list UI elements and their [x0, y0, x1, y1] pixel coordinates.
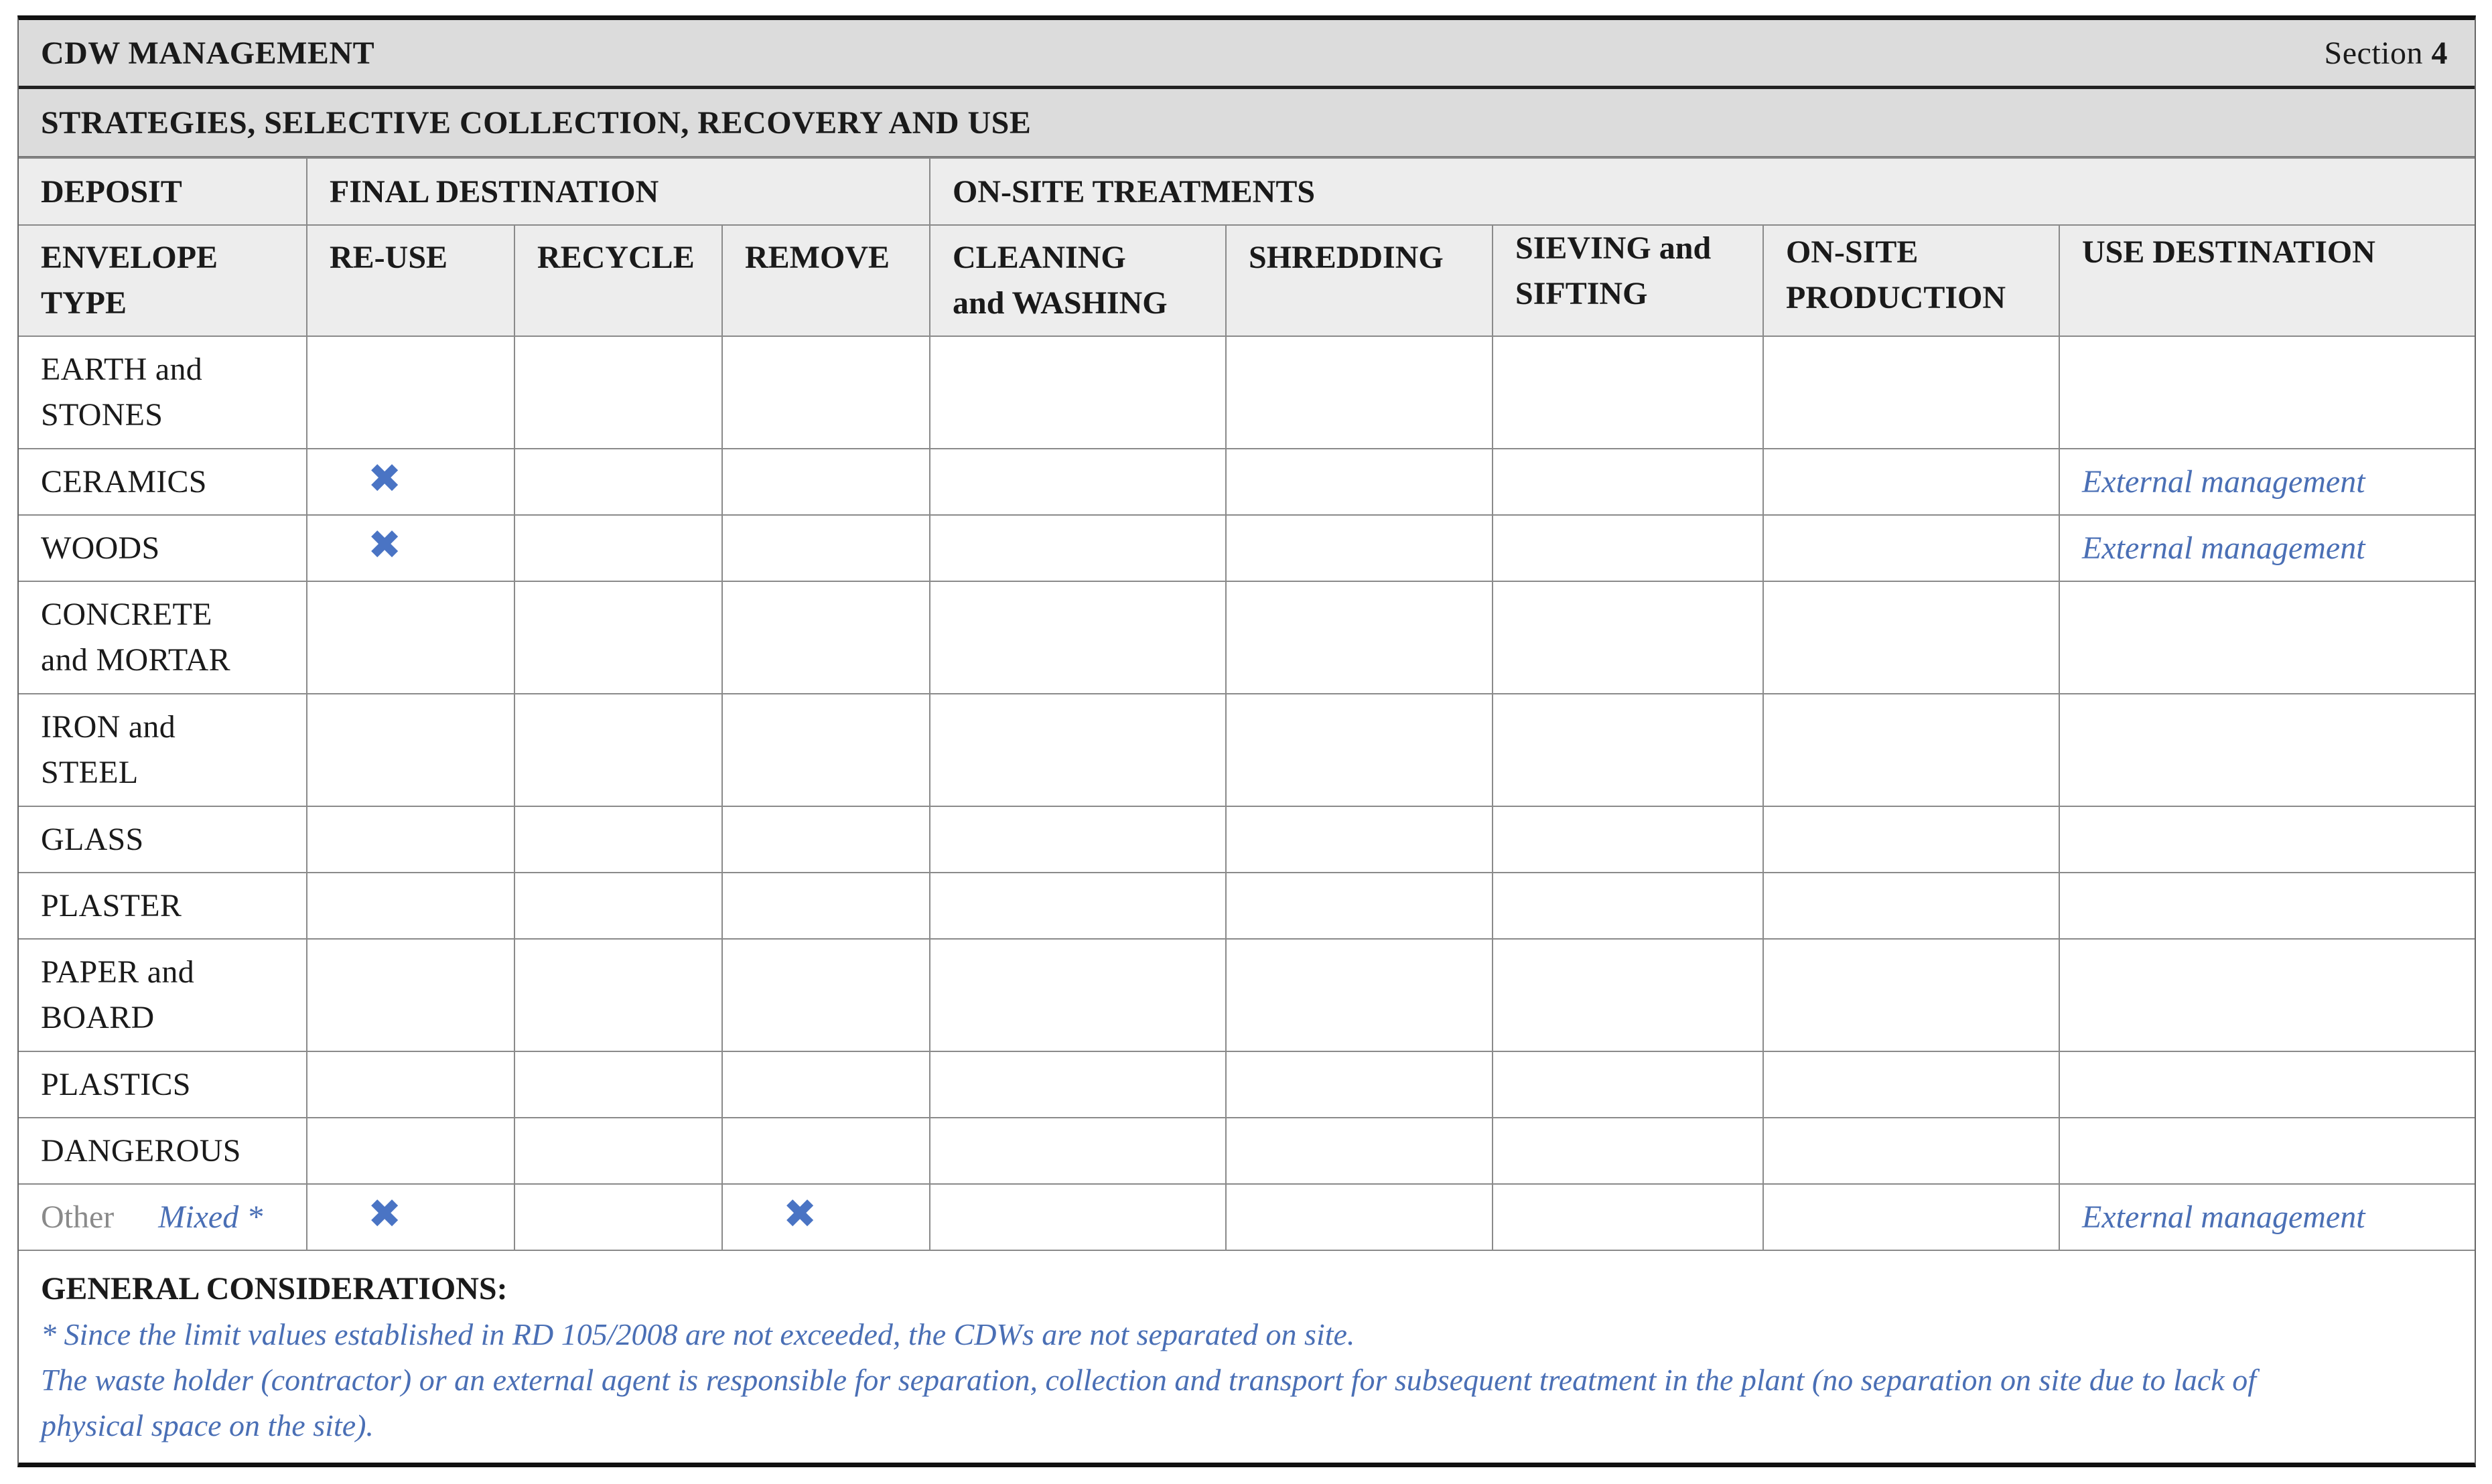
col-header-onsite-production-l2: PRODUCTION [1786, 280, 2006, 315]
general-note-waste-holder-line1: The waste holder (contractor) or an external agent is responsible for separation, collection and transport for subsequent treatment in the plant (no separation on site due to lack of [41, 1363, 2256, 1397]
reuse-cell [307, 515, 514, 581]
sieving-cell [1493, 806, 1763, 873]
group-header-final-destination: FINAL DESTINATION [307, 158, 930, 225]
recycle-cell [514, 1118, 722, 1184]
group-header-deposit: DEPOSIT [19, 158, 307, 225]
table-row [19, 694, 2475, 806]
shredding-cell [1226, 939, 1493, 1051]
envelope-type-label: PLASTER [41, 887, 182, 923]
col-header-shredding: SHREDDING [1226, 225, 1493, 336]
use-destination-cell [2059, 939, 2475, 1051]
envelope-type-cell [19, 873, 307, 939]
general-note-limit-values: * Since the limit values established in RD 105/2008 are not exceeded, the CDWs are not separated on site. [41, 1317, 1355, 1351]
envelope-type-label: PAPER and [41, 954, 194, 990]
use-destination-cell [2059, 515, 2475, 581]
remove-cell [722, 1118, 930, 1184]
recycle-cell [514, 449, 722, 515]
envelope-type-cell [19, 336, 307, 449]
table-row [19, 1051, 2475, 1118]
reuse-cell [307, 581, 514, 694]
other-type-cell [19, 1184, 307, 1250]
use-destination-cell [2059, 1118, 2475, 1184]
remove-cell [722, 939, 930, 1051]
cleaning-cell [930, 939, 1226, 1051]
reuse-cell [307, 449, 514, 515]
shredding-cell [1226, 1184, 1493, 1250]
use-destination-cell [2059, 581, 2475, 694]
use-destination-cell [2059, 806, 2475, 873]
envelope-type-label: CERAMICS [41, 463, 207, 500]
col-header-sieving [1493, 225, 1763, 336]
x-mark-icon: ✖ [368, 1191, 402, 1238]
shredding-cell [1226, 873, 1493, 939]
envelope-type-cell [19, 694, 307, 806]
envelope-type-label: IRON and [41, 709, 176, 745]
shredding-cell [1226, 336, 1493, 449]
recycle-cell [514, 581, 722, 694]
cleaning-cell [930, 581, 1226, 694]
onsite-production-cell [1763, 581, 2059, 694]
col-header-recycle: RECYCLE [514, 225, 722, 336]
recycle-cell [514, 806, 722, 873]
envelope-type-cell [19, 581, 307, 694]
table-row [19, 581, 2475, 694]
sieving-cell [1493, 939, 1763, 1051]
column-header-row [19, 225, 2475, 336]
section-label: Section [2324, 35, 2423, 71]
sieving-cell [1493, 1051, 1763, 1118]
envelope-type-cell [19, 806, 307, 873]
reuse-cell [307, 1051, 514, 1118]
onsite-production-cell [1763, 694, 2059, 806]
sieving-cell [1493, 1184, 1763, 1250]
sieving-cell [1493, 515, 1763, 581]
sieving-cell [1493, 873, 1763, 939]
col-header-use-destination: USE DESTINATION [2059, 225, 2475, 336]
cleaning-cell [930, 1118, 1226, 1184]
envelope-type-label: STEEL [41, 755, 139, 790]
recycle-cell [514, 873, 722, 939]
envelope-type-label: STONES [41, 397, 163, 433]
col-header-envelope-type [19, 225, 307, 336]
shredding-cell [1226, 1051, 1493, 1118]
onsite-production-cell [1763, 1051, 2059, 1118]
reuse-cell [307, 1184, 514, 1250]
col-header-cleaning-l2: and WASHING [953, 285, 1168, 321]
remove-cell [722, 694, 930, 806]
table-row [19, 336, 2475, 449]
onsite-production-cell [1763, 1118, 2059, 1184]
col-header-onsite-production-l1: ON-SITE [1786, 234, 1919, 270]
shredding-cell [1226, 806, 1493, 873]
cdw-management-form [17, 15, 2476, 1467]
sieving-cell [1493, 449, 1763, 515]
general-considerations-heading: GENERAL CONSIDERATIONS: [41, 1271, 508, 1307]
remove-cell [722, 1051, 930, 1118]
shredding-cell [1226, 694, 1493, 806]
remove-cell [722, 806, 930, 873]
remove-cell [722, 449, 930, 515]
subtitle-band [19, 89, 2475, 157]
use-destination-cell [2059, 694, 2475, 806]
envelope-type-label: PLASTICS [41, 1066, 191, 1102]
onsite-production-cell [1763, 515, 2059, 581]
envelope-type-label: CONCRETE [41, 597, 212, 632]
col-header-reuse: RE-USE [307, 225, 514, 336]
use-destination-value: External management [2082, 1199, 2365, 1235]
general-note-waste-holder-line2: physical space on the site). [41, 1408, 374, 1442]
recycle-cell [514, 1051, 722, 1118]
use-destination-cell [2059, 336, 2475, 449]
onsite-production-cell [1763, 806, 2059, 873]
table-row [19, 806, 2475, 873]
reuse-cell [307, 336, 514, 449]
cdw-table-wrapper [19, 157, 2475, 1251]
general-considerations [19, 1252, 2475, 1463]
group-header-row [19, 158, 2475, 225]
col-header-envelope-type-l2: TYPE [41, 285, 127, 321]
sieving-cell [1493, 1118, 1763, 1184]
onsite-production-cell [1763, 449, 2059, 515]
cleaning-cell [930, 336, 1226, 449]
col-header-envelope-type-l1: ENVELOPE [41, 240, 218, 275]
remove-cell [722, 1184, 930, 1250]
envelope-type-label: DANGEROUS [41, 1132, 241, 1169]
recycle-cell [514, 939, 722, 1051]
cleaning-cell [930, 1184, 1226, 1250]
onsite-production-cell [1763, 939, 2059, 1051]
use-destination-cell [2059, 873, 2475, 939]
cleaning-cell [930, 873, 1226, 939]
other-label: Other [41, 1199, 115, 1235]
x-mark-icon: ✖ [368, 522, 402, 569]
section-number: 4 [2431, 35, 2448, 71]
envelope-type-cell [19, 939, 307, 1051]
table-body [19, 158, 2475, 1250]
sieving-cell [1493, 336, 1763, 449]
cdw-table [19, 157, 2475, 1251]
use-destination-cell [2059, 1184, 2475, 1250]
use-destination-cell [2059, 449, 2475, 515]
envelope-type-label: BOARD [41, 1000, 155, 1035]
cleaning-cell [930, 806, 1226, 873]
section-indicator [2325, 35, 2448, 72]
envelope-type-cell [19, 449, 307, 515]
remove-cell [722, 873, 930, 939]
envelope-type-label: WOODS [41, 530, 160, 566]
x-mark-icon: ✖ [368, 455, 402, 502]
remove-cell [722, 581, 930, 694]
table-row-other [19, 1184, 2475, 1250]
cleaning-cell [930, 1051, 1226, 1118]
shredding-cell [1226, 449, 1493, 515]
table-row [19, 515, 2475, 581]
envelope-type-cell [19, 1118, 307, 1184]
shredding-cell [1226, 515, 1493, 581]
sieving-cell [1493, 581, 1763, 694]
reuse-cell [307, 1118, 514, 1184]
recycle-cell [514, 515, 722, 581]
reuse-cell [307, 873, 514, 939]
recycle-cell [514, 336, 722, 449]
envelope-type-label: EARTH and [41, 352, 203, 387]
other-detail: Mixed * [158, 1199, 263, 1235]
reuse-cell [307, 806, 514, 873]
cleaning-cell [930, 694, 1226, 806]
cleaning-cell [930, 515, 1226, 581]
col-header-cleaning-l1: CLEANING [953, 240, 1126, 275]
envelope-type-label: GLASS [41, 821, 144, 857]
title-band [19, 20, 2475, 89]
shredding-cell [1226, 581, 1493, 694]
remove-cell [722, 515, 930, 581]
onsite-production-cell [1763, 336, 2059, 449]
sieving-cell [1493, 694, 1763, 806]
recycle-cell [514, 694, 722, 806]
onsite-production-cell [1763, 873, 2059, 939]
col-header-remove: REMOVE [722, 225, 930, 336]
use-destination-value: External management [2082, 530, 2365, 566]
group-header-onsite-treatments: ON-SITE TREATMENTS [930, 158, 2475, 225]
reuse-cell [307, 694, 514, 806]
use-destination-value: External management [2082, 463, 2365, 500]
form-subtitle: STRATEGIES, SELECTIVE COLLECTION, RECOVERY AND USE [41, 104, 1032, 141]
table-row [19, 1118, 2475, 1184]
remove-cell [722, 336, 930, 449]
col-header-cleaning [930, 225, 1226, 336]
col-header-onsite-production [1763, 225, 2059, 336]
x-mark-icon: ✖ [783, 1191, 817, 1238]
table-row [19, 873, 2475, 939]
envelope-type-cell [19, 515, 307, 581]
recycle-cell [514, 1184, 722, 1250]
form-title: CDW MANAGEMENT [41, 35, 375, 71]
use-destination-cell [2059, 1051, 2475, 1118]
table-row [19, 939, 2475, 1051]
envelope-type-cell [19, 1051, 307, 1118]
col-header-sieving-l1: SIEVING and [1515, 230, 1712, 266]
reuse-cell [307, 939, 514, 1051]
envelope-type-label: and MORTAR [41, 642, 230, 678]
shredding-cell [1226, 1118, 1493, 1184]
onsite-production-cell [1763, 1184, 2059, 1250]
table-row [19, 449, 2475, 515]
cleaning-cell [930, 449, 1226, 515]
col-header-sieving-l2: SIFTING [1515, 276, 1648, 311]
